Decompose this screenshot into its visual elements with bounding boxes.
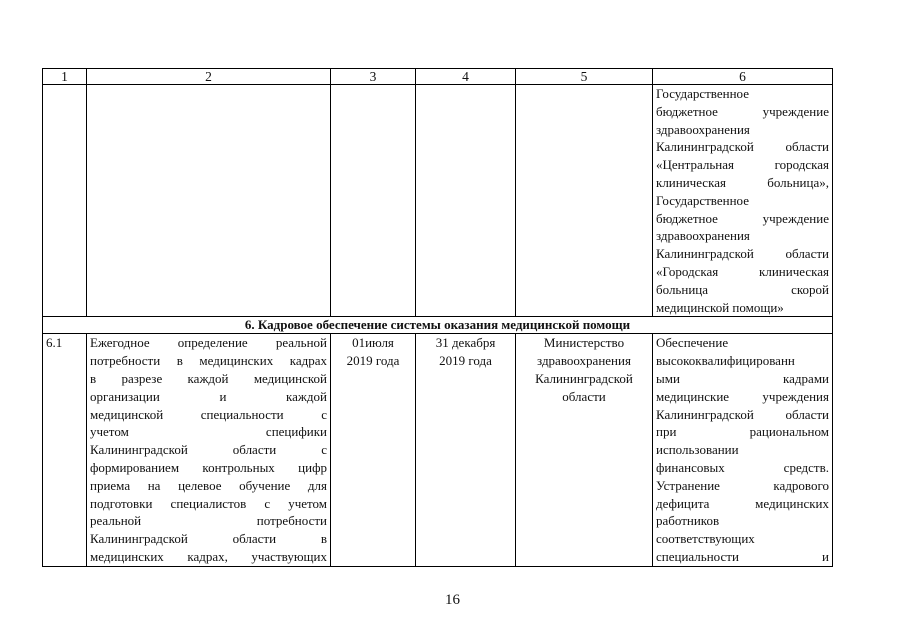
text-line: бюджетное учреждение [656, 103, 829, 119]
text-line: медицинских кадрах, участвующих [90, 548, 327, 564]
text-line: 2019 года [346, 353, 400, 369]
cont-cell-1 [43, 85, 87, 317]
row-expected-result [653, 334, 833, 566]
text-line: медицинской специальности с [90, 406, 327, 422]
cont-cell-institutions [653, 85, 833, 317]
text-line: Калининградской области [656, 139, 829, 155]
text-line: потребности в медицинских кадрах [90, 353, 327, 369]
header-cell-5: 5 [516, 69, 653, 85]
section-title: 6. Кадровое обеспечение системы оказания медицинской помощи [43, 317, 833, 334]
text-line: «Центральная городская [656, 157, 829, 173]
text-line: здравоохранения [656, 121, 750, 137]
cont-cell-3 [331, 85, 416, 317]
text-line: ыми кадрами [656, 370, 829, 386]
row-executor [516, 334, 653, 566]
text-line: соответствующих [656, 531, 755, 547]
text-line: медицинские учреждения [656, 388, 829, 404]
text-line: формированием контрольных цифр [90, 459, 327, 475]
text-line: Калининградской области с [90, 442, 327, 458]
row-description [87, 334, 331, 566]
text-line: больница скорой [656, 281, 829, 297]
text-line: высококвалифицированн [656, 353, 795, 369]
text-line: Устранение кадрового [656, 477, 829, 493]
text-line: работников [656, 513, 720, 529]
text-line: области [562, 388, 606, 404]
text-line: Государственное [656, 192, 749, 208]
plan-table [42, 68, 833, 567]
text-line: 01июля [352, 335, 394, 351]
text-line: дефицита медицинских [656, 495, 829, 511]
text-line: специальности и [656, 548, 829, 564]
text-line: в разрезе каждой медицинской [90, 370, 327, 386]
text-line: финансовых средств. [656, 459, 829, 475]
header-cell-1: 1 [43, 69, 87, 85]
text-line: Калининградской области [656, 246, 829, 262]
header-cell-2: 2 [87, 69, 331, 85]
section-row [43, 317, 833, 334]
text-line: Обеспечение [656, 335, 729, 351]
cont-cell-4 [416, 85, 516, 317]
text-line: 2019 года [439, 353, 492, 369]
text-line: медицинской помощи» [656, 299, 784, 315]
text-line: Ежегодное определение реальной [90, 335, 327, 351]
continuation-row [43, 85, 833, 317]
cont-cell-5 [516, 85, 653, 317]
text-line: подготовки специалистов с учетом [90, 495, 327, 511]
page-number: 16 [445, 592, 460, 608]
text-line: «Городская клиническая [656, 263, 829, 279]
header-cell-6: 6 [653, 69, 833, 85]
row-end-date [416, 334, 516, 566]
text-line: при рациональном [656, 424, 829, 440]
text-line: использовании [656, 442, 739, 458]
row-number: 6.1 [43, 334, 87, 566]
text-line: Государственное [656, 86, 749, 101]
text-line: 31 декабря [435, 335, 496, 351]
text-line: учетом специфики [90, 424, 327, 440]
text-line: здравоохранения [537, 353, 631, 369]
text-line: бюджетное учреждение [656, 210, 829, 226]
text-line: приема на целевое обучение для [90, 477, 327, 493]
row-6-1 [43, 334, 833, 566]
text-line: Калининградской [535, 370, 633, 386]
text-line: здравоохранения [656, 228, 750, 244]
text-line: реальной потребности [90, 513, 327, 529]
text-line: Министерство [543, 335, 625, 351]
header-cell-3: 3 [331, 69, 416, 85]
cont-cell-2 [87, 85, 331, 317]
text-line: Калининградской области [656, 406, 829, 422]
text-line: Калининградской области в [90, 531, 327, 547]
text-line: организации и каждой [90, 388, 327, 404]
header-cell-4: 4 [416, 69, 516, 85]
text-line: клиническая больница», [656, 174, 829, 190]
header-row [43, 69, 833, 85]
row-start-date [331, 334, 416, 566]
